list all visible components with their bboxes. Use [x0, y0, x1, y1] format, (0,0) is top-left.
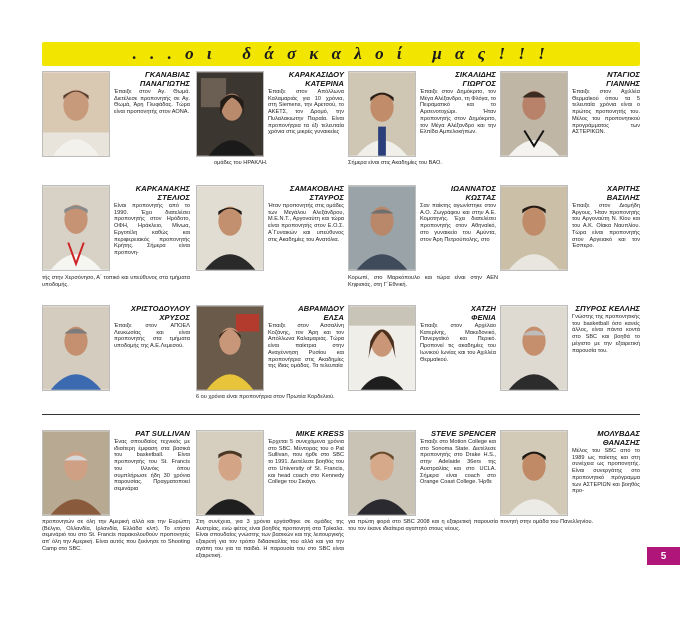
teacher-bio: Ήταν προπονητής στις ομάδες των Μεγάλου Αλεξάνδρου, Μ.Ε.Ν.Τ., Αργοναύτη και τώρα είναι προπονητής στον Ε.Ο.Σ. Α΄Γυναικών και υπεύθυνος στις Ακαδημίες του Ανατόλια. — [268, 203, 344, 243]
teacher-photo — [196, 71, 264, 157]
teacher-bio-continued: τής στην Χερσόνησο, Α΄ τοπικό και υπεύθυνος στα τμήματα υποδομής. — [42, 275, 190, 288]
teacher-photo — [500, 305, 568, 391]
teacher-bio-continued: 6 ου χρόνια είναι προπονήτρια στον Πρωτέα Κορδελιού. — [196, 394, 335, 400]
teacher-name: ΙΩΑΝΝΑΤΟΣ ΚΩΣΤΑΣ — [450, 184, 496, 202]
teacher-bio: Μέλος του SBC από το 1989 ως παίκτης και στη συνέχεια ως προπονητής. Είναι συνεργάτης στο προπονητικό πρόγραμμα των ΑΣΤΕΡΙΩΝ και βοηθός προ- — [572, 448, 640, 495]
teacher-photo — [348, 185, 416, 271]
teacher-bio: Έρχεται 5 συνεχόμενα χρόνια στο SBC. Μέντορας του ο Pat Sullivan, που ήρθε στο SBC το 1991. Διετέλεσε βοηθός του στο University of St. Francis, και head coach στο Kennedy College του Σικάγο. — [268, 439, 344, 486]
teacher-bio: Γνώστης της προπονητικής του basketball όσο κανείς άλλος, είναι πάντα κοντά στο SBC και βοηθά το μέγιστο με την εξαιρετική παρουσία του. — [572, 314, 640, 354]
teacher-bio: Έπαιξε στον Απόλλωνα Καλαμαριάς για 10 χρόνια, στη Siemens, την Αρετσού, το ΑΚΕΤΣ, τον Δρομό, την Πυλαλακιωτην Πειραία. Είναι προπονήτρια τα έξι τελευταία χρόνια στις μικρές γυναικείες — [268, 89, 344, 136]
teacher-bio-continued: πονητή στην ομάδα του Πανελληνίου. — [500, 519, 594, 525]
teacher-bio: Έπαιξε στον Δημόκριτο, τον Μέγα Αλέξανδρο, τη Φλόγα, το Πειραματικό και το Αρσενοτοχώρι. Ήταν προπονητής στον Δημόκριτο, τον Μέγα Αλέξανδρο και την Ελπίδα Αμπελοκήπων. — [420, 89, 496, 136]
teacher-name: ΧΑΤΖΗ ΦΕΝΙΑ — [470, 304, 496, 322]
teacher-name: ΣΙΚΑΛΙΔΗΣ ΓΙΩΡΓΟΣ — [455, 70, 496, 88]
teacher-bio: Ένας σπουδαίος τεχνικός με ιδιαίτερη έμφαση στα βασικά του basketball. Είναι προπονητής του St. Francis του Ιλλινόις όπου συμπλήρωσε ήδη 30 χρόνια παρουσίας. Πραγματοποιεί σεμινάρια — [114, 439, 190, 492]
teacher-photo — [500, 185, 568, 271]
section-title: . . . ο ι δ ά σ κ α λ ο ί μ α ς ! ! ! — [132, 44, 550, 63]
teacher-photo — [42, 71, 110, 157]
teacher-photo — [500, 71, 568, 157]
page-number-badge: 5 — [647, 547, 680, 565]
teacher-bio-continued: ομάδες του ΗΡΑΚΛΗ. — [214, 160, 268, 166]
teacher-bio: Έπαιξε στον Αχιλλέα Θερμαϊκού όπου τα 5 τελευταία χρόνια είναι ο πρώτος προπονητής του. Μέλος του προπονητικού προγράμματος των ΑΣΤΕΡΙΚΩΝ. — [572, 89, 640, 136]
teacher-name: ΓΚΑΝΑΒΙΑΣ ΠΑΝΑΓΙΩΤΗΣ — [139, 70, 190, 88]
teacher-bio: Είναι προπονητής από το 1990. Έχει διατελέσει προπονητής στον Ηρόδοτο, ΟΦΗ, Ηράκλειο, Μίνωα, Εργοτέλη καθώς και περιφερειακός προπονητής Κρήτης. Σήμερα είναι προπονη- — [114, 203, 190, 256]
teacher-name: ΣΑΜΑΚΟΒΛΗΣ ΣΤΑΥΡΟΣ — [289, 184, 344, 202]
section-banner — [42, 42, 640, 66]
teacher-bio: Έπαιξε στον Ασσαλίνη Κοζάνης, τον Άρη και τον Απόλλωνα Καλαμαριάς. Τώρα είναι παίκτρια στην Αναγέννηση Ρυσίου και προπονήτρια στις Ακαδημίες της ίδιας ομάδας. Τα τελευταία — [268, 323, 344, 370]
teacher-photo — [500, 430, 568, 516]
teacher-name: ΜΟΛΥΒΔΑΣ ΘΑΝΑΣΗΣ — [597, 429, 640, 447]
teacher-name: ΣΠΥΡΟΣ ΚΕΛΛΗΣ — [575, 304, 640, 313]
teacher-bio-continued: Στη συνέχεια, για 3 χρόνια εργάσθηκε σε ομάδες της Αυστρίας, ενώ φέτος είναι βοηθός προπονητή στα Τρίκαλα. Είναι σπουδαίος γνώστης των βασικών και της λειτουργικής εξαιρετή για τον τρόπο διδασκαλίας του αλλά και για την αγάπη του για τα παιδιά. Η παρουσία του στο SBC είναι εξαιρετική. — [196, 519, 344, 559]
teacher-name: STEVE SPENCER — [430, 429, 496, 438]
teacher-photo — [348, 71, 416, 157]
teacher-photo — [348, 430, 416, 516]
teacher-bio-continued: προπονητών σε όλη την Αμερική αλλά και την Ευρώπη (Βέλγιο, Ολλανδία, Ιρλανδία, Ελλάδα κλπ). Το ετήσιο σεμινάριό του στο St. Francis παρακολουθούν προπονητές απ’ όλη την Αμερική. Είναι αυτός που ξεκίνησε το Shooting Camp στο SBC. — [42, 519, 190, 552]
teacher-name: ΧΡΙΣΤΟΔΟΥΛΟΥ ΧΡΥΣΟΣ — [130, 304, 190, 322]
teacher-bio-continued: για πρώτη φορά στο SBC 2008 και η εξαιρετική παρουσία του τον έκανε ιδιαίτερα αγαπητό στους νέους. — [348, 519, 498, 532]
teacher-name: ΚΑΡΑΚΑΣΙΔΟΥ ΚΑΤΕΡΙΝΑ — [288, 70, 344, 88]
teacher-name: ΧΑΡΙΤΗΣ ΒΑΣΙΛΗΣ — [606, 184, 640, 202]
teacher-bio-continued: Κορωπί, στο Μαρκόπουλο και τώρα είναι στην ΑΕΝ Κηφισιάς, στη Γ΄Εθνική. — [348, 275, 498, 288]
teacher-photo — [42, 185, 110, 271]
teacher-name: PAT SULLIVAN — [135, 429, 190, 438]
teacher-photo — [196, 185, 264, 271]
teacher-photo — [196, 430, 264, 516]
teacher-name: ΚΑΡΚΑΝΑΚΗΣ ΣΤΕΛΙΟΣ — [135, 184, 190, 202]
teacher-bio-continued: Σήμερα είναι στις Ακαδημίες του ΒΑΟ. — [348, 160, 442, 166]
teacher-name: ΝΤΑΓΙΟΣ ΓΙΑΝΝΗΣ — [606, 70, 640, 88]
teacher-photo — [42, 305, 110, 391]
teacher-photo — [196, 305, 264, 391]
teacher-bio: Σαν παίκτης αγωνίστηκε στον Α.Ο. Ζωγράφου και στην Α.Ε. Κομοτηνής. Έχει διατελέσει προπονητής στον Αθηναϊκό, στο γυναικείο του Αμύντα, στον Άρη Πετρούπολης, στο — [420, 203, 496, 243]
teacher-photo — [42, 430, 110, 516]
teacher-name: ΑΒΡΑΜΙΔΟΥ ΕΛΣΑ — [298, 304, 344, 322]
teacher-photo — [348, 305, 416, 391]
teacher-bio: Έπαιξε στο Motion College και στο Sonoma State. Διετέλεσε προπονητής στο Drake H.S., στην Adelaide 36ers της Αυστραλίας και στο UCLA. Σήμερα είναι coach στο Orange Coast College. Ήρθε — [420, 439, 496, 486]
teacher-bio: Έπαιξε στον Αγ. Θωμά. Διετέλεσε προπονητής σε Αγ. Θωμά, Άρη Γλυφάδας. Τώρα είναι προπονητής στον ΑΟΝΑ. — [114, 89, 190, 116]
teacher-bio: Έπαιξε στον Αρχέλαο Κατερίνης, Μακεδονικό, Πανεργαϊκό και Περικό. Προπονεί τις ακαδημίες του Ιωνικού Ιωνίας και του Αχιλλέα Θερμαϊκού. — [420, 323, 496, 363]
section-divider — [42, 414, 640, 415]
teacher-bio: Έπαιξε στον Διομήδη Άργους. Ήταν προπονητής του Αργοναύτη Ν. Κίου και του Α.Κ. Οίακα Ναυπλίου. Τώρα είναι προπονητής στον Αργειακό και τον Έσπερο. — [572, 203, 640, 250]
teacher-bio: Έπαιξε στον ΑΠΟΕΛ Λευκωσίας και είναι προπονητής στα τμήματα υποδομής της Α.Ε.Λεμεσού. — [114, 323, 190, 350]
teacher-name: MIKE KRESS — [295, 429, 344, 438]
